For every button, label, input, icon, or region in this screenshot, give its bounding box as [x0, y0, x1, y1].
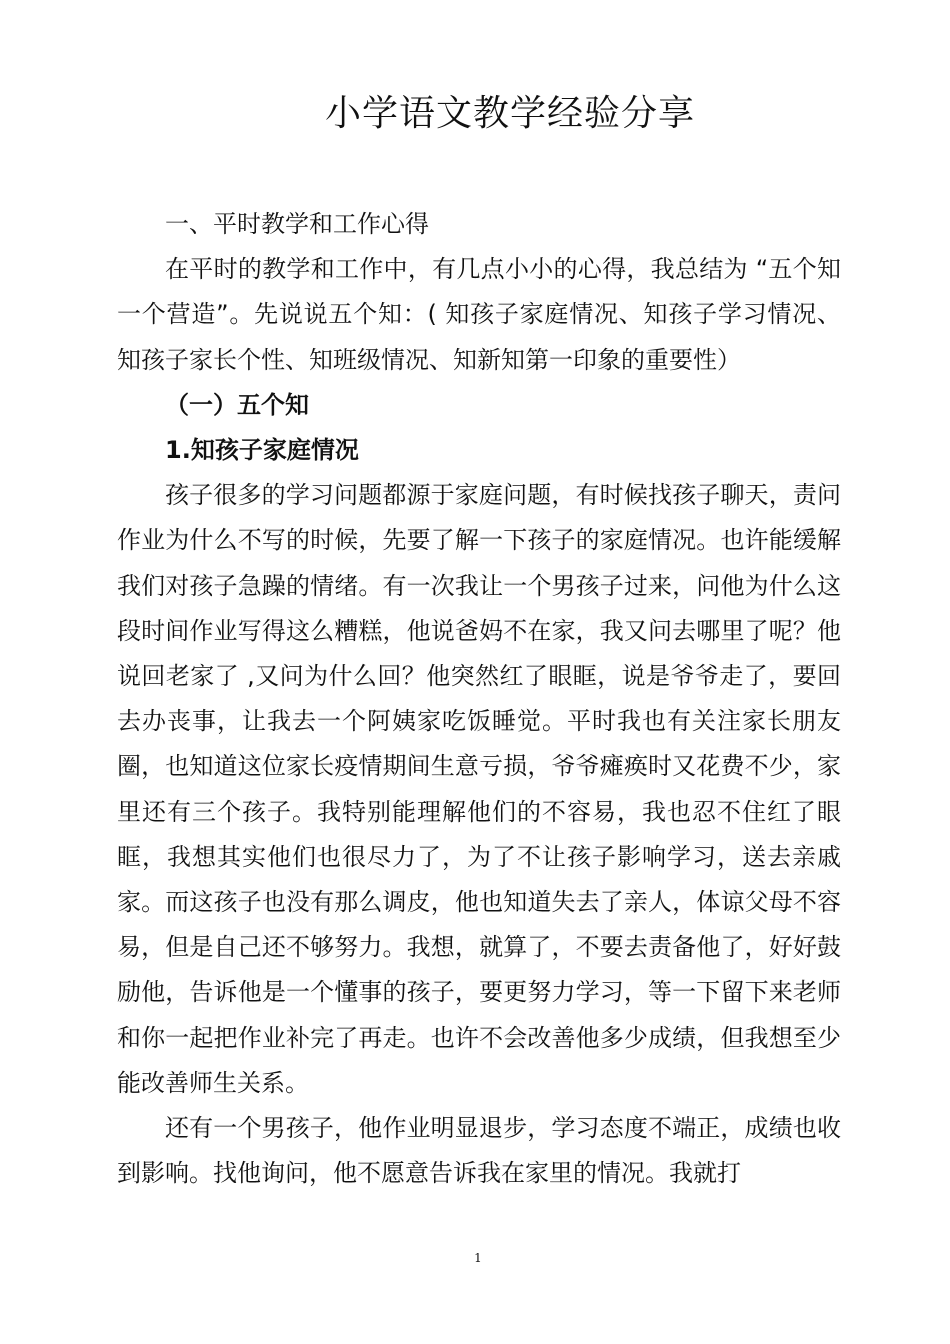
subheading-family-situation: 1.知孩子家庭情况 [165, 436, 359, 465]
document-title: 小学语文教学经验分享 [324, 93, 695, 134]
page-number: 1 [474, 1251, 482, 1265]
document-body [117, 202, 841, 1196]
subheading-five-knows: （一）五个知 [165, 390, 309, 419]
body-paragraph-2: 还有一个男孩子，他作业明显退步，学习态度不端正，成绩也收到影响。找他询问，他不愿意告诉我在家里的情况。我就打 [117, 1114, 841, 1188]
section-heading: 一、平时教学和工作心得 [165, 210, 429, 238]
intro-paragraph: 在平时的教学和工作中，有几点小小的心得，我总结为 “五个知一个营造”。先说说五个知：( 知孩子家庭情况、知孩子学习情况、知孩子家长个性、知班级情况、知新知第一印象的重要性） [117, 255, 841, 374]
body-paragraph-1: 孩子很多的学习问题都源于家庭问题，有时候找孩子聊天，责问作业为什么不写的时候，先要了解一下孩子的家庭情况。也许能缓解我们对孩子急躁的情绪。有一次我让一个男孩子过来，问他为什么这段时间作业写得这么糟糕，他说爸妈不在家，我又问去哪里了呢？他说回老家了 ,又问为什么回？他突然红了眼眶，说是爷爷走了，要回去办丧事，让我去一个阿姨家吃饭睡觉。平时我也有关注家长朋友圈，也知道这位家长疫情期间生意亏损，爷爷瘫痪时又花费不少，家里还有三个孩子。我特别能理解他们的不容易，我也忍不住红了眼眶，我想其实他们也很尽力了，为了不让孩子影响学习，送去亲戚家。而这孩子也没有那么调皮，他也知道失去了亲人，体谅父母不容易，但是自己还不够努力。我想，就算了，不要去责备他了，好好鼓励他，告诉他是一个懂事的孩子，要更努力学习，等一下留下来老师和你一起把作业补完了再走。也许不会改善他多少成绩，但我想至少能改善师生关系。 [117, 481, 841, 1097]
